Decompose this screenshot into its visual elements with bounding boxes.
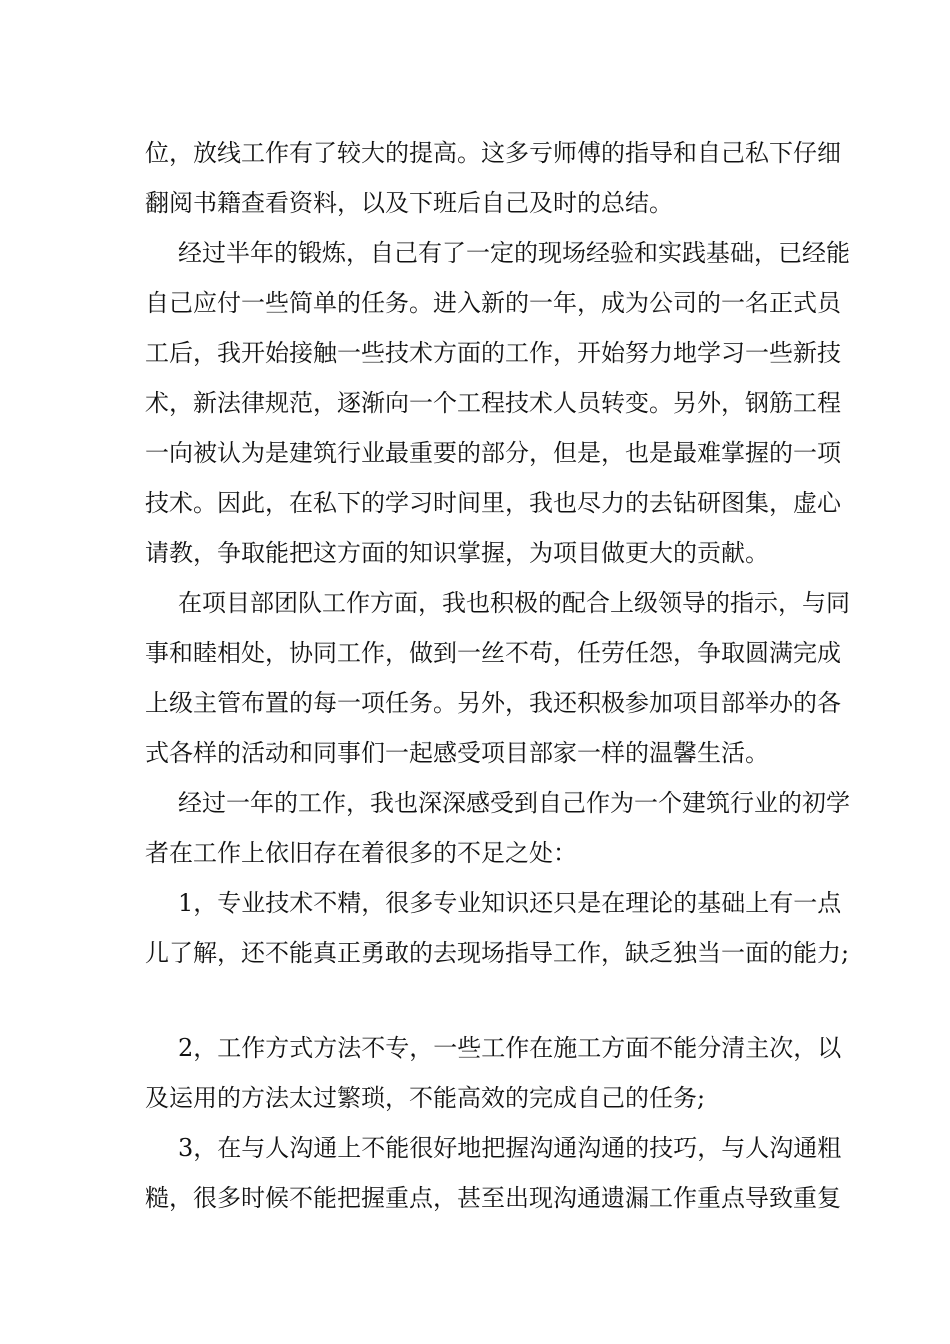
list-item-2-line-2: 及运用的方法太过繁琐，不能高效的完成自己的任务; xyxy=(145,1084,706,1112)
list-item-2-line-1: 2，工作方式方法不专，一些工作在施工方面不能分清主次，以 xyxy=(178,1034,842,1062)
paragraph-3-line-3: 上级主管布置的每一项任务。另外，我还积极参加项目部举办的各 xyxy=(145,689,841,717)
paragraph-2-line-3: 工后，我开始接触一些技术方面的工作，开始努力地学习一些新技 xyxy=(145,339,841,367)
paragraph-2-line-6: 技术。因此，在私下的学习时间里，我也尽力的去钻研图集，虚心 xyxy=(145,489,841,517)
paragraph-3-line-2: 事和睦相处，协同工作，做到一丝不苟，任劳任怨，争取圆满完成 xyxy=(145,639,841,667)
list-item-3-line-1: 3，在与人沟通上不能很好地把握沟通沟通的技巧，与人沟通粗 xyxy=(178,1134,842,1162)
paragraph-4-line-1: 经过一年的工作，我也深深感受到自己作为一个建筑行业的初学 xyxy=(178,789,850,817)
list-item-1-line-1: 1，专业技术不精，很多专业知识还只是在理论的基础上有一点 xyxy=(178,889,842,917)
paragraph-3-line-4: 式各样的活动和同事们一起感受项目部家一样的温馨生活。 xyxy=(145,739,769,767)
paragraph-2-line-5: 一向被认为是建筑行业最重要的部分，但是，也是最难掌握的一项 xyxy=(145,439,841,467)
paragraph-3-line-1: 在项目部团队工作方面，我也积极的配合上级领导的指示，与同 xyxy=(178,589,850,617)
paragraph-2-line-7: 请教，争取能把这方面的知识掌握，为项目做更大的贡献。 xyxy=(145,539,769,567)
list-item-1-line-2: 儿了解，还不能真正勇敢的去现场指导工作，缺乏独当一面的能力; xyxy=(145,939,850,967)
paragraph-4-line-2: 者在工作上依旧存在着很多的不足之处： xyxy=(145,839,577,867)
paragraph-1-line-1: 位，放线工作有了较大的提高。这多亏师傅的指导和自己私下仔细 xyxy=(145,139,841,167)
list-item-3-line-2: 糙，很多时候不能把握重点，甚至出现沟通遗漏工作重点导致重复 xyxy=(145,1184,841,1212)
paragraph-2-line-4: 术，新法律规范，逐渐向一个工程技术人员转变。另外，钢筋工程 xyxy=(145,389,841,417)
paragraph-2-line-1: 经过半年的锻炼，自己有了一定的现场经验和实践基础，已经能 xyxy=(178,239,850,267)
paragraph-2-line-2: 自己应付一些简单的任务。进入新的一年，成为公司的一名正式员 xyxy=(145,289,841,317)
paragraph-1-line-2: 翻阅书籍查看资料，以及下班后自己及时的总结。 xyxy=(145,189,673,217)
